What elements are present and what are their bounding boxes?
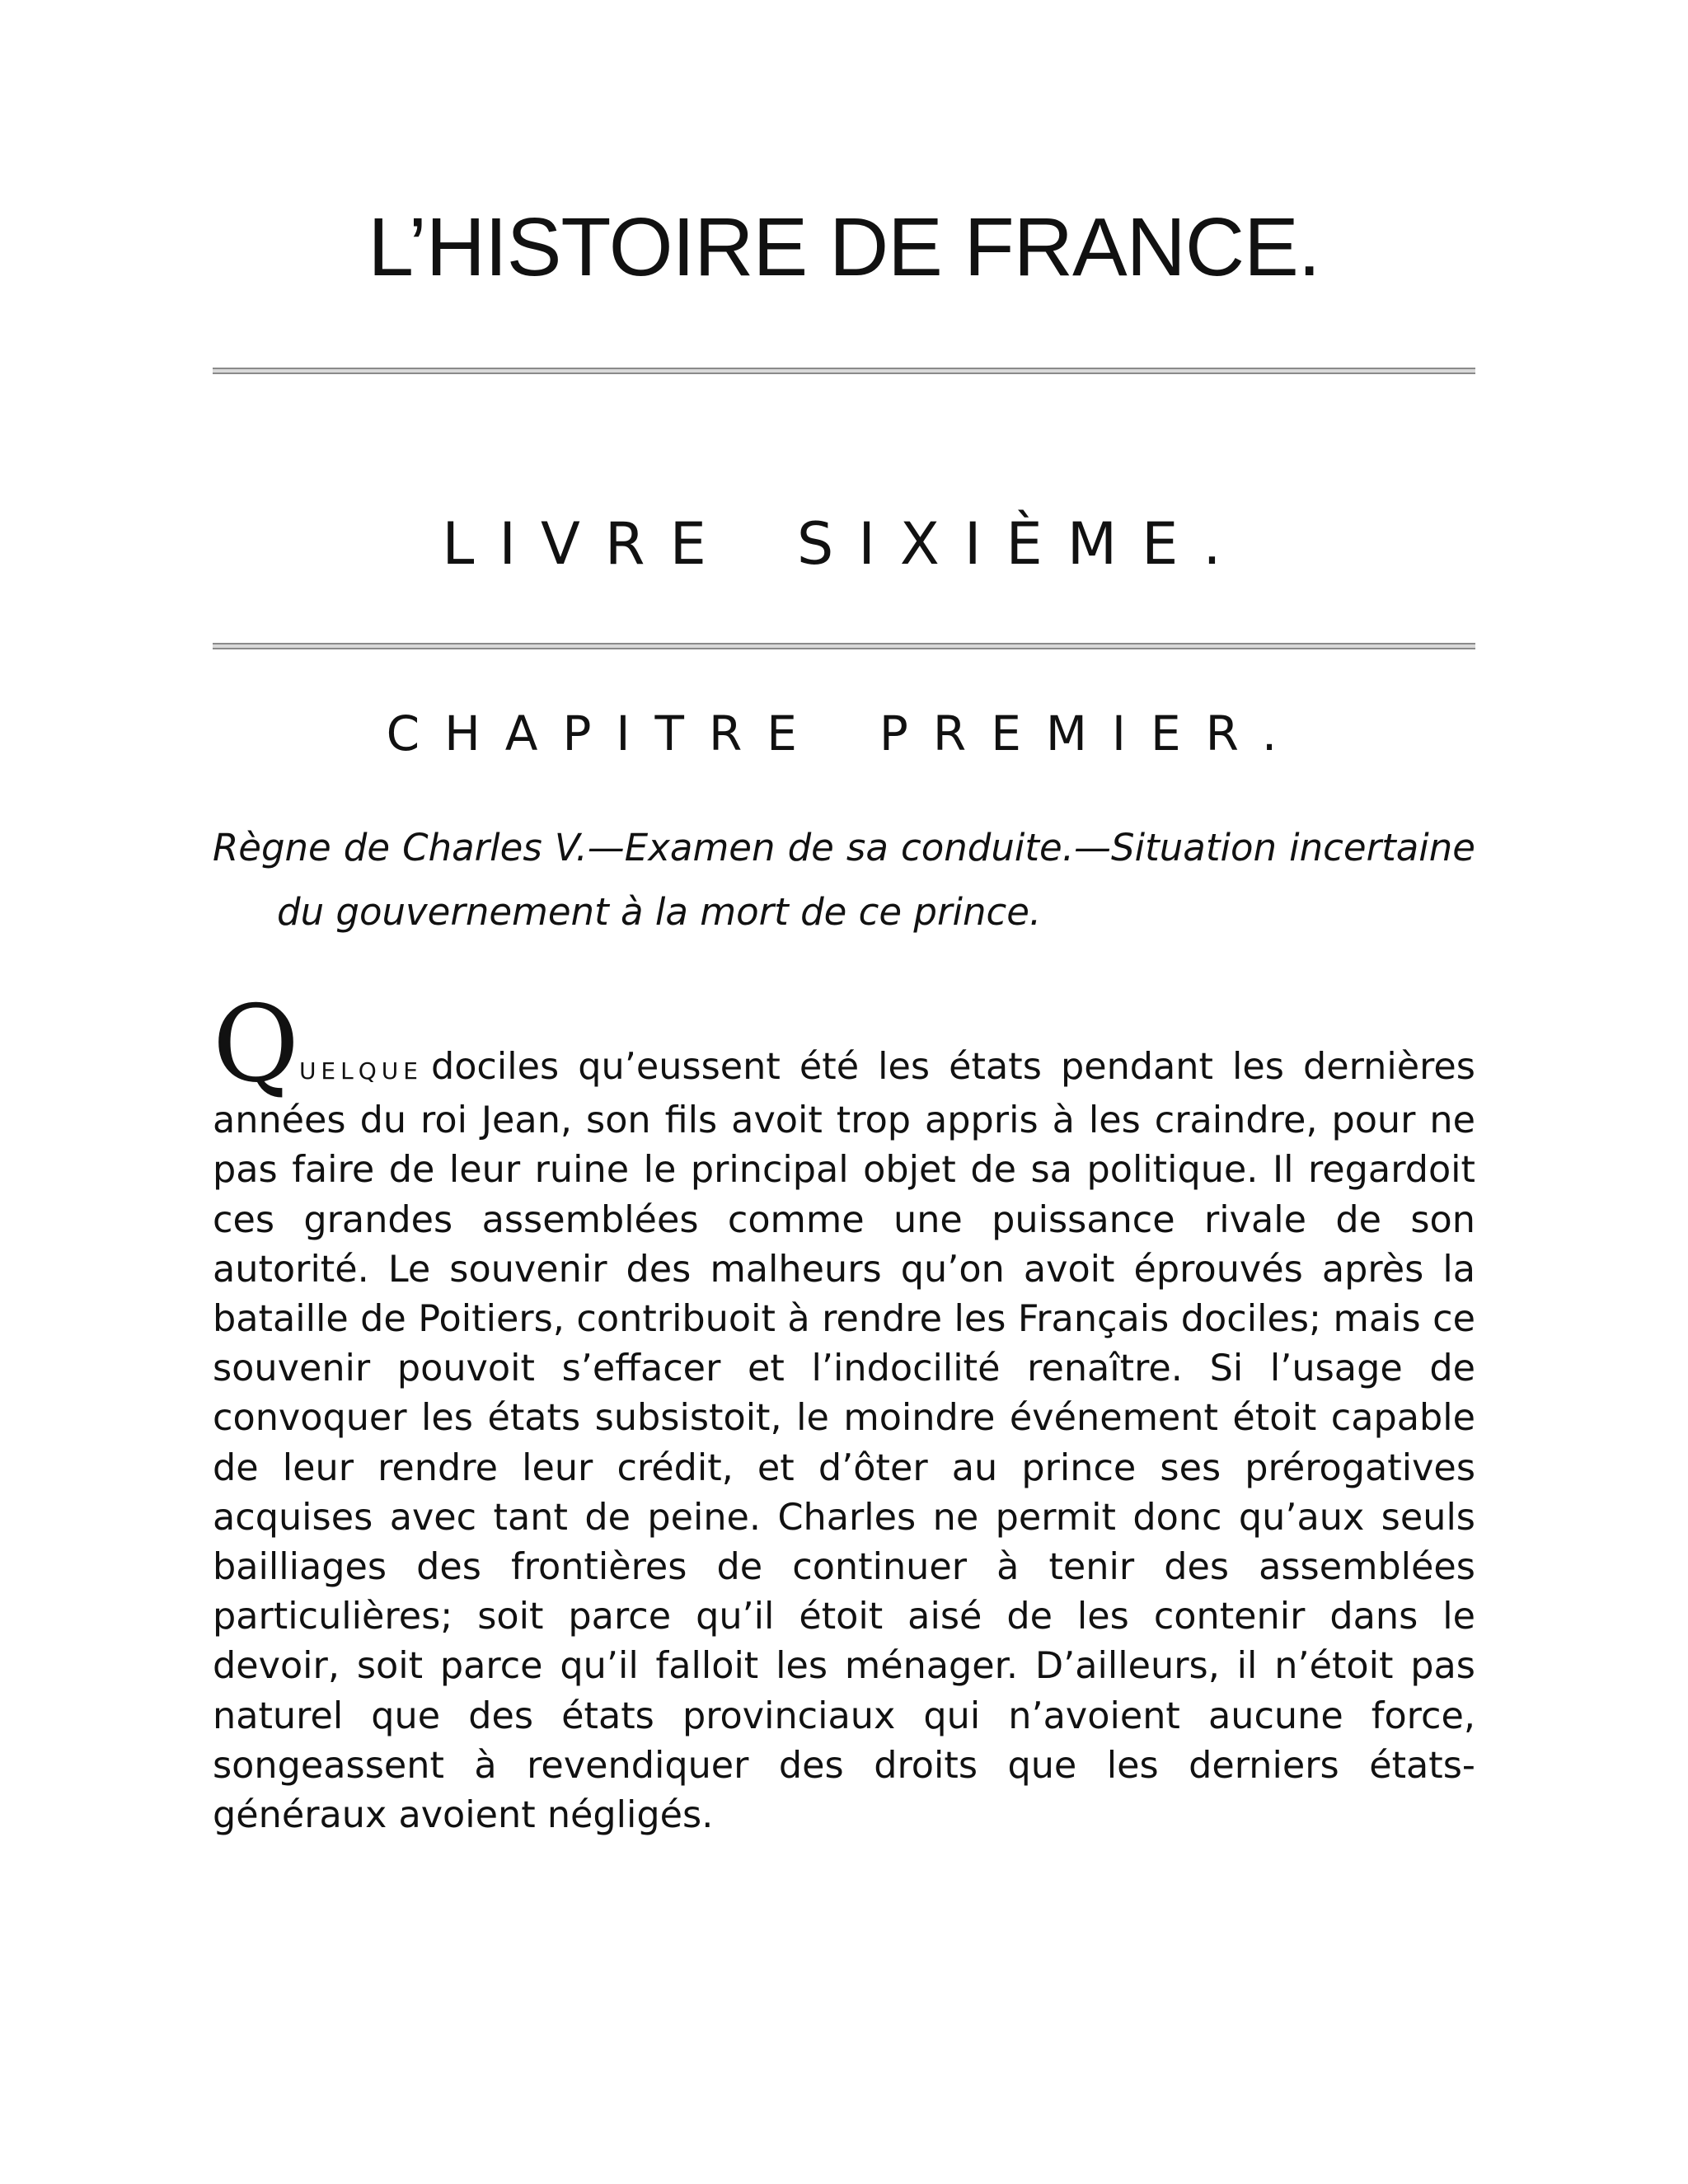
book-heading — [0, 509, 1688, 579]
chapter-heading-word-1: CHAPITRE — [386, 705, 822, 762]
paragraph-text: dociles qu’eussent été les états pendant les dernières années du roi Jean, son fils avoit trop appris à les craindre, pour ne pas faire de leur ruine le principal objet de sa politique. Il regardoit ces grandes assemblées comme une puissance rivale de son autorité. Le souvenir des malheurs qu’on avoit éprouvés après la bataille de Poitiers, contribuoit à rendre les Français dociles; mais ce souvenir pouvoit s’effacer et l’indocilité renaître. Si l’usage de convoquer les états subsistoit, le moindre événement étoit capable de leur rendre leur crédit, et d’ôter au prince ses prérogatives acquises avec tant de peine. Charles ne permit donc qu’aux seuls bailliages des frontières de continuer à tenir des assemblées particulières; soit parce qu’il étoit aisé de les contenir dans le devoir, soit parce qu’il falloit les ménager. D’ailleurs, il n’étoit pas naturel que des états provinciaux qui n’avoient aucune force, songeassent à revendiquer des droits que les derniers états-généraux avoient négligés. — [213, 1046, 1475, 1837]
title-divider — [213, 368, 1475, 374]
body-paragraph — [213, 983, 1475, 1840]
book-title: L’HISTOIRE DE FRANCE. — [368, 201, 1320, 293]
book-divider — [213, 643, 1475, 649]
book-heading-word-1: LIVRE — [442, 510, 731, 578]
chapter-heading — [0, 705, 1688, 763]
chapter-heading-word-2: PREMIER. — [879, 705, 1302, 762]
chapter-summary: Règne de Charles V.—Examen de sa conduite.—Situation incertaine du gouvernement à la mort de ce prince. — [213, 826, 1475, 934]
opening-small-caps: UELQUE — [298, 1057, 423, 1085]
book-heading-word-2: SIXIÈME. — [796, 510, 1246, 578]
drop-cap: Q — [213, 983, 299, 1106]
